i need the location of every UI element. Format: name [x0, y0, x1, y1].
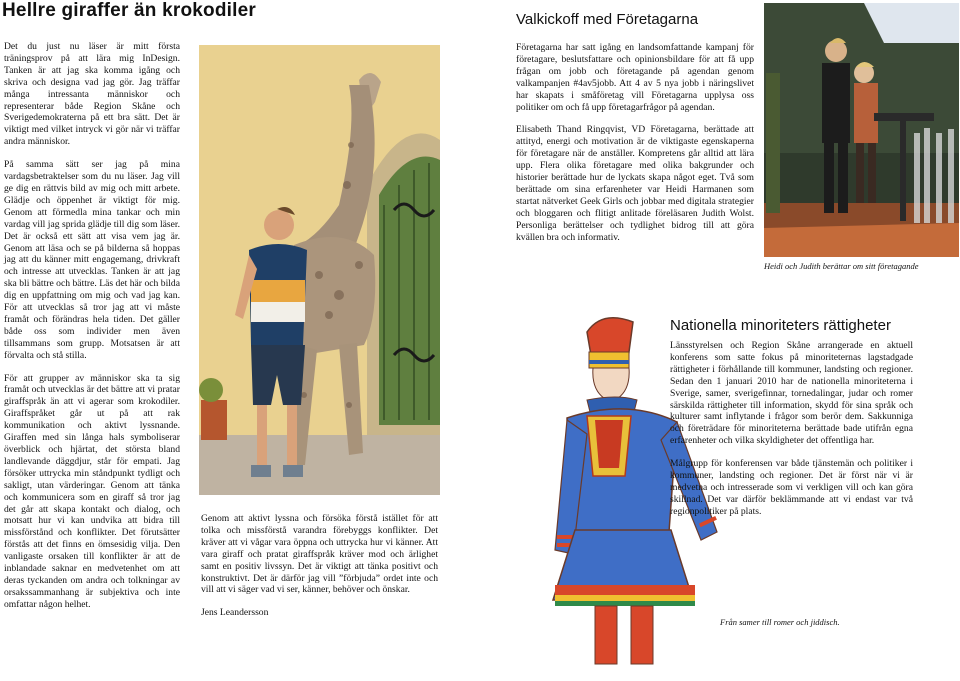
left-paragraph-3: För att grupper av människor ska ta sig framåt och utvecklas är det bättre att vi pratar giraffspråk än att vi agerar som krokodiler. Giraffspråket går ut på att rak kommunikation och aktivt lyssnande. Giraffen med sin långa hals symboliserar överblick och hjärtat, det största bland landlevande däggdjur, står för empati. Jag försöker uttrycka min ståndpunkt tydligt och sakligt, utan värderingar. Genom att tänka och kommunicera som en giraff så tror jag det går att skapa kontakt och dialog, och motsatt hur vi kan undvika att bidra till missförstånd och konflikter. Det förutsätter förstås att det finns en ömsesidig vilja. Den vanligaste orsaken till konflikter är att de inblandade saknar en medvetenhet om att deras tyckanden om andra och tolkningar av orsakssammanhang är subjektiva och inte omfattar någon helhet.	[4, 372, 180, 610]
left-paragraph-continuation: Genom att aktivt lyssna och försöka förstå istället för att tolka och missförstå varandra förebyggs konflikter. Det kräver att vi vågar vara öppna och uttrycka hur vi känner. Att vara giraff och pratat giraffspråk kräver mod och ärlighet samt en positiv livssyn. Det är viktigt att tänka positivt och konstruktivt. Det är därför jag vill ”förbjuda” ordet inte och vill att vi säger vad vi ser, känner, behöver och önskar.	[201, 513, 438, 596]
valkickoff-paragraph-2: Elisabeth Thand Ringqvist, VD Företagarna, berättade att attityd, energi och motivation är de viktigaste egenskaperna för företagare när de anställer. Kompretens går alltid att lära upp. Flera olika företagare med olika bakgrunder och historier berättade hur de lyckats skapa något eget. Två som berättade om sina erfarenheter var Heidi Harmanen som startat nätverket Geek Girls och jobbar med digitala strategier och bloggaren och flitigt anlitade föreläsaren Judith Wolst. Personliga berättelser och tydlighet bidrog till att göra kvällen bra och informativ.	[516, 124, 754, 243]
stage-photo-caption: Heidi och Judith berättar om sitt företagande	[764, 261, 919, 271]
left-paragraph-1: Det du just nu läser är mitt första träningsprov på att lära mig InDesign. Tanken är att jag ska komma igång och skriva och designa vad jag gör. Jag träffar många intressanta människor och representerar både Region Skåne och Sverigedemokraterna på ett bra sätt. Det är viktigt med vilket intryck vi gör när vi träffar andra människor.	[4, 41, 180, 148]
minoriteter-body	[670, 340, 913, 529]
left-article-title: Hellre giraffer än krokodiler	[2, 0, 256, 21]
minoriteter-paragraph-2: Målgrupp för konferensen var både tjänstemän och politiker i kommuner, landsting och regioner. Det är först när vi är medvetna och intresserade som vi verkligen vill och kan göra skillnad. Det var därför beklämmande att vi endast var två regionpolitiker på plats.	[670, 458, 913, 517]
author-signature: Jens Leandersson	[201, 607, 269, 619]
illustration-caption: Från samer till romer och jiddisch.	[720, 617, 840, 627]
left-article-column-2	[201, 513, 438, 630]
left-article-column-1	[4, 41, 180, 622]
valkickoff-body	[516, 42, 754, 255]
minoriteter-paragraph-1: Länsstyrelsen och Region Skåne arrangerade en aktuell konferens som satte fokus på minoriteternas lagstadgade rättigheter i förhållande till kommuner, landsting och regioner. Sedan den 1 januari 2010 har de nationella minoriteterna i Sverige, samer, sverigefinnar, tornedalingar, judar och romer särskilda rättigheter till information, skydd för sina språk och kulturer samt inflytande i frågor som berör dem. Sakkunniga och företrädare för minoriteterna berättade bade utifrån egna erfarenheter och vilka skyldigheter det offentliga har.	[670, 340, 913, 447]
minoriteter-title: Nationella minoriteters rättigheter	[670, 317, 891, 334]
left-paragraph-2: På samma sätt ser jag på mina vardagsbetraktelser som du nu läser. Jag vill ge dig en rättvis bild av mig och mitt arbete. Glädje och öppenhet är viktigt för mig. Genom att förmedla mina tankar och min vardag vill jag sprida glädje till dig som läser. Det är också ett sätt att visa vem jag är. Genom att läsa och se på bilderna så hoppas jag att du känner mitt engagemang, drivkraft och intresse att utvecklas. Tanken är att jag ska bli bättre och bättre. Läs det här och bilda dig en uppfattning om mig och vad jag kan. För att utvecklas så tror jag att vi måste framåt och förändras hela tiden. Det gäller både oss som individer men även tillsammans som grupp. Motsatsen är att förvalta och stå stilla.	[4, 159, 180, 361]
giraffe-photo	[199, 45, 440, 495]
stage-photo	[764, 3, 959, 257]
valkickoff-paragraph-1: Företagarna har satt igång en landsomfattande kampanj för företagare, beslutsfattare och opinionsbildare för att få upp frågan om jobb och företagande på agendan genom valkampanjen #4av5jobb. Att 4 av 5 nya jobb i näringslivet har skapats i småföretag vill Företagarna upplysa oss politiker om och få upp företagarfrågor på agendan.	[516, 42, 754, 113]
valkickoff-title: Valkickoff med Företagarna	[516, 11, 699, 28]
